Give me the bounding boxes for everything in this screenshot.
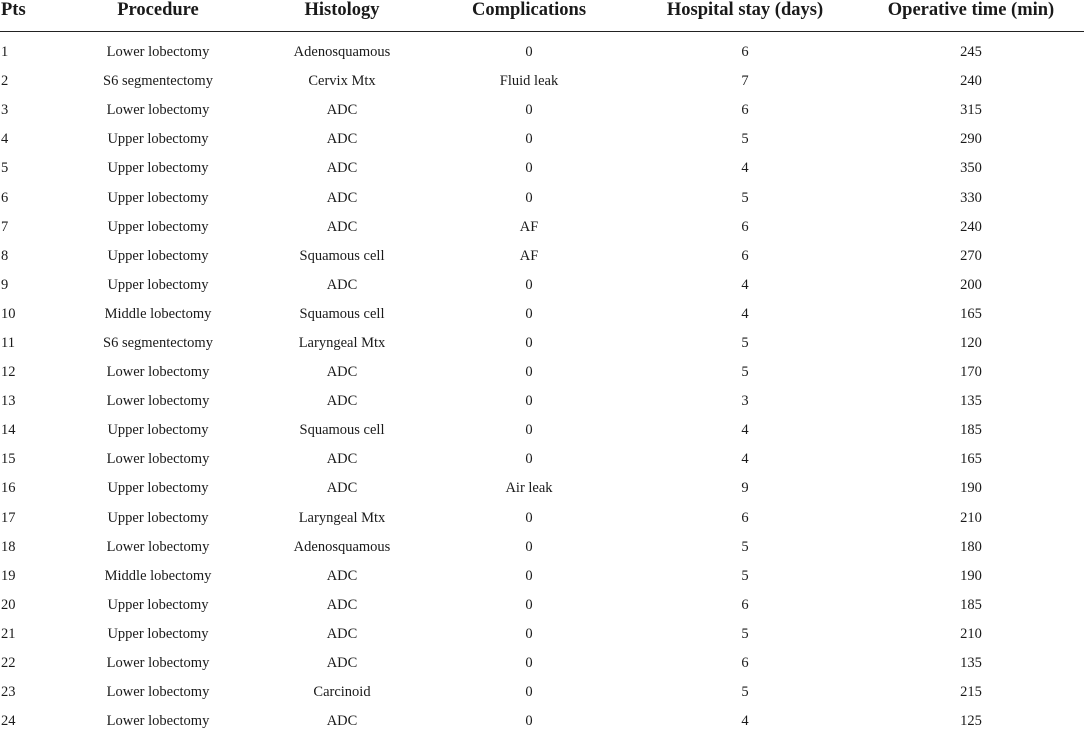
cell-complications: 0 <box>426 154 632 183</box>
cell-operative-time: 185 <box>858 591 1084 620</box>
cell-pts: 21 <box>0 620 58 649</box>
table-row <box>0 591 1084 620</box>
cell-complications: 0 <box>426 591 632 620</box>
cell-operative-time: 125 <box>858 707 1084 736</box>
cell-hospital-stay: 5 <box>632 358 858 387</box>
cell-hospital-stay: 4 <box>632 154 858 183</box>
cell-procedure: Upper lobectomy <box>58 416 258 445</box>
cell-operative-time: 330 <box>858 183 1084 212</box>
cell-operative-time: 170 <box>858 358 1084 387</box>
cell-hospital-stay: 9 <box>632 474 858 503</box>
cell-histology: ADC <box>258 620 426 649</box>
table-row <box>0 533 1084 562</box>
cell-operative-time: 210 <box>858 504 1084 533</box>
table-row <box>0 474 1084 503</box>
cell-complications: AF <box>426 213 632 242</box>
cell-complications: AF <box>426 242 632 271</box>
cell-procedure: Lower lobectomy <box>58 96 258 125</box>
cell-pts: 3 <box>0 96 58 125</box>
cell-complications: 0 <box>426 387 632 416</box>
cell-pts: 5 <box>0 154 58 183</box>
table-row <box>0 125 1084 154</box>
cell-hospital-stay: 6 <box>632 504 858 533</box>
cell-operative-time: 185 <box>858 416 1084 445</box>
cell-operative-time: 190 <box>858 474 1084 503</box>
cell-histology: Laryngeal Mtx <box>258 504 426 533</box>
cell-pts: 23 <box>0 678 58 707</box>
cell-hospital-stay: 6 <box>632 96 858 125</box>
cell-complications: 0 <box>426 271 632 300</box>
cell-pts: 15 <box>0 445 58 474</box>
table-row <box>0 649 1084 678</box>
table-body <box>0 32 1084 736</box>
cell-complications: 0 <box>426 32 632 68</box>
table-header <box>0 0 1084 32</box>
cell-pts: 11 <box>0 329 58 358</box>
header-procedure: Procedure <box>58 0 258 32</box>
cell-histology: ADC <box>258 591 426 620</box>
cell-pts: 4 <box>0 125 58 154</box>
cell-procedure: Lower lobectomy <box>58 678 258 707</box>
table-row <box>0 678 1084 707</box>
table-row <box>0 213 1084 242</box>
cell-hospital-stay: 7 <box>632 67 858 96</box>
cell-procedure: Lower lobectomy <box>58 649 258 678</box>
cell-pts: 16 <box>0 474 58 503</box>
cell-hospital-stay: 6 <box>632 591 858 620</box>
cell-complications: 0 <box>426 329 632 358</box>
cell-complications: 0 <box>426 183 632 212</box>
cell-complications: 0 <box>426 358 632 387</box>
table-row <box>0 183 1084 212</box>
cell-hospital-stay: 4 <box>632 300 858 329</box>
cell-operative-time: 120 <box>858 329 1084 358</box>
cell-pts: 8 <box>0 242 58 271</box>
cell-procedure: Upper lobectomy <box>58 154 258 183</box>
table-row <box>0 271 1084 300</box>
cell-procedure: Upper lobectomy <box>58 474 258 503</box>
cell-hospital-stay: 6 <box>632 242 858 271</box>
cell-procedure: Lower lobectomy <box>58 32 258 68</box>
cell-histology: ADC <box>258 154 426 183</box>
cell-hospital-stay: 5 <box>632 183 858 212</box>
header-complications: Complications <box>426 0 632 32</box>
cell-procedure: Lower lobectomy <box>58 387 258 416</box>
table-row <box>0 416 1084 445</box>
cell-pts: 17 <box>0 504 58 533</box>
cell-operative-time: 315 <box>858 96 1084 125</box>
cell-procedure: Lower lobectomy <box>58 445 258 474</box>
cell-histology: ADC <box>258 125 426 154</box>
cell-operative-time: 350 <box>858 154 1084 183</box>
header-pts: Pts <box>0 0 58 32</box>
table-row <box>0 300 1084 329</box>
cell-operative-time: 270 <box>858 242 1084 271</box>
cell-complications: 0 <box>426 504 632 533</box>
cell-pts: 24 <box>0 707 58 736</box>
cell-histology: ADC <box>258 474 426 503</box>
cell-operative-time: 245 <box>858 32 1084 68</box>
cell-histology: Cervix Mtx <box>258 67 426 96</box>
cell-hospital-stay: 5 <box>632 678 858 707</box>
cell-complications: 0 <box>426 678 632 707</box>
cell-procedure: S6 segmentectomy <box>58 329 258 358</box>
table-row <box>0 242 1084 271</box>
cell-complications: 0 <box>426 300 632 329</box>
cell-hospital-stay: 4 <box>632 445 858 474</box>
cell-operative-time: 240 <box>858 213 1084 242</box>
cell-operative-time: 165 <box>858 300 1084 329</box>
table-row <box>0 329 1084 358</box>
cell-procedure: Upper lobectomy <box>58 242 258 271</box>
cell-procedure: Middle lobectomy <box>58 562 258 591</box>
cell-hospital-stay: 5 <box>632 562 858 591</box>
cell-pts: 6 <box>0 183 58 212</box>
cell-complications: 0 <box>426 562 632 591</box>
cell-hospital-stay: 4 <box>632 416 858 445</box>
cell-procedure: S6 segmentectomy <box>58 67 258 96</box>
cell-pts: 18 <box>0 533 58 562</box>
table-row <box>0 445 1084 474</box>
cell-operative-time: 290 <box>858 125 1084 154</box>
cell-procedure: Upper lobectomy <box>58 183 258 212</box>
cell-hospital-stay: 6 <box>632 213 858 242</box>
cell-hospital-stay: 6 <box>632 649 858 678</box>
table-row <box>0 387 1084 416</box>
cell-pts: 10 <box>0 300 58 329</box>
cell-complications: Air leak <box>426 474 632 503</box>
header-row <box>0 0 1084 32</box>
table-row <box>0 504 1084 533</box>
header-operative-time: Operative time (min) <box>858 0 1084 32</box>
table-row <box>0 154 1084 183</box>
cell-operative-time: 180 <box>858 533 1084 562</box>
cell-histology: Squamous cell <box>258 416 426 445</box>
cell-operative-time: 135 <box>858 649 1084 678</box>
cell-procedure: Middle lobectomy <box>58 300 258 329</box>
cell-complications: 0 <box>426 620 632 649</box>
cell-histology: ADC <box>258 649 426 678</box>
cell-pts: 14 <box>0 416 58 445</box>
cell-pts: 22 <box>0 649 58 678</box>
cell-histology: Laryngeal Mtx <box>258 329 426 358</box>
cell-histology: ADC <box>258 387 426 416</box>
cell-hospital-stay: 5 <box>632 329 858 358</box>
cell-pts: 1 <box>0 32 58 68</box>
cell-hospital-stay: 5 <box>632 125 858 154</box>
table-row <box>0 358 1084 387</box>
cell-procedure: Upper lobectomy <box>58 591 258 620</box>
table-row <box>0 32 1084 68</box>
cell-procedure: Upper lobectomy <box>58 213 258 242</box>
cell-operative-time: 210 <box>858 620 1084 649</box>
cell-complications: 0 <box>426 416 632 445</box>
cell-complications: Fluid leak <box>426 67 632 96</box>
header-hospital-stay: Hospital stay (days) <box>632 0 858 32</box>
cell-histology: ADC <box>258 183 426 212</box>
cell-operative-time: 135 <box>858 387 1084 416</box>
cell-hospital-stay: 4 <box>632 707 858 736</box>
cell-histology: ADC <box>258 707 426 736</box>
cell-procedure: Lower lobectomy <box>58 707 258 736</box>
table-row <box>0 620 1084 649</box>
cell-pts: 9 <box>0 271 58 300</box>
cell-hospital-stay: 3 <box>632 387 858 416</box>
table-row <box>0 96 1084 125</box>
cell-procedure: Upper lobectomy <box>58 620 258 649</box>
cell-complications: 0 <box>426 96 632 125</box>
cell-histology: ADC <box>258 271 426 300</box>
cell-histology: Adenosquamous <box>258 32 426 68</box>
cell-complications: 0 <box>426 649 632 678</box>
cell-procedure: Upper lobectomy <box>58 504 258 533</box>
header-histology: Histology <box>258 0 426 32</box>
table-row <box>0 67 1084 96</box>
cell-operative-time: 215 <box>858 678 1084 707</box>
cell-procedure: Lower lobectomy <box>58 358 258 387</box>
cell-procedure: Upper lobectomy <box>58 125 258 154</box>
cell-hospital-stay: 4 <box>632 271 858 300</box>
cell-operative-time: 240 <box>858 67 1084 96</box>
cell-hospital-stay: 5 <box>632 620 858 649</box>
cell-pts: 13 <box>0 387 58 416</box>
cell-histology: Adenosquamous <box>258 533 426 562</box>
table-row <box>0 707 1084 736</box>
table-row <box>0 562 1084 591</box>
cell-histology: ADC <box>258 358 426 387</box>
cell-histology: ADC <box>258 96 426 125</box>
cell-histology: Squamous cell <box>258 242 426 271</box>
cell-complications: 0 <box>426 125 632 154</box>
cell-histology: ADC <box>258 213 426 242</box>
cell-pts: 7 <box>0 213 58 242</box>
cell-hospital-stay: 5 <box>632 533 858 562</box>
cell-procedure: Upper lobectomy <box>58 271 258 300</box>
cell-histology: ADC <box>258 562 426 591</box>
cell-histology: ADC <box>258 445 426 474</box>
cell-complications: 0 <box>426 707 632 736</box>
cell-hospital-stay: 6 <box>632 32 858 68</box>
cell-complications: 0 <box>426 533 632 562</box>
cell-pts: 12 <box>0 358 58 387</box>
cell-pts: 19 <box>0 562 58 591</box>
cell-complications: 0 <box>426 445 632 474</box>
cell-operative-time: 190 <box>858 562 1084 591</box>
cell-pts: 2 <box>0 67 58 96</box>
cell-histology: Carcinoid <box>258 678 426 707</box>
cell-procedure: Lower lobectomy <box>58 533 258 562</box>
cell-histology: Squamous cell <box>258 300 426 329</box>
cell-operative-time: 165 <box>858 445 1084 474</box>
cell-pts: 20 <box>0 591 58 620</box>
cell-operative-time: 200 <box>858 271 1084 300</box>
